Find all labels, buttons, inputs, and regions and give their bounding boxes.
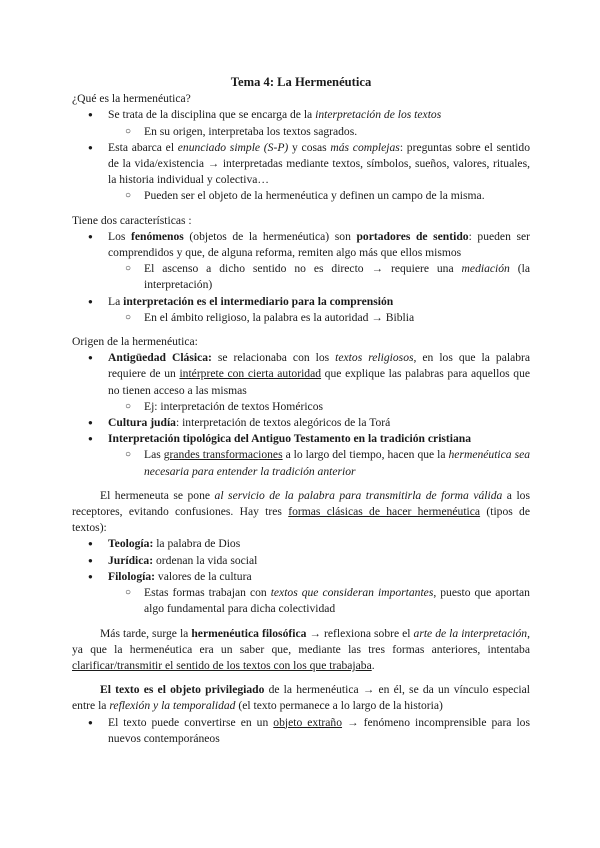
bullet-list (72, 350, 530, 480)
sub-list-item: ○ Las grandes transformaciones a lo largo del tiempo, hacen que la hermenéutica sea necesaria para entender la tradición anterior (72, 447, 530, 479)
section-definition (72, 91, 530, 204)
sub-list-item: ○ Pueden ser el objeto de la hermenéutica y definen un campo de la misma. (72, 188, 530, 204)
section-intro: Tiene dos características : (72, 213, 192, 227)
section-text-object (72, 682, 530, 747)
paragraph: El texto es el objeto privilegiado de la hermenéutica → en él, se da un vínculo especial entre la reflexión y la temporalidad (el texto permanece a lo largo de la historia) (72, 683, 530, 713)
bullet-list (72, 536, 530, 617)
section-philosophical (72, 626, 530, 675)
paragraph: El hermeneuta se pone al servicio de la palabra para transmitirla de forma válida a los receptores, evitando confusiones. Hay tres formas clásicas de hacer hermenéutica (tipos de textos): (72, 488, 530, 535)
list-item: ● Teología: la palabra de Dios (72, 536, 530, 552)
section-question: ¿Qué es la hermenéutica? (72, 92, 191, 106)
section-characteristics (72, 213, 530, 326)
sub-list-item: ○ En su origen, interpretaba los textos sagrados. (72, 124, 530, 140)
list-item: ● Interpretación tipológica del Antiguo Testamento en la tradición cristiana (72, 431, 530, 447)
sub-list-item: ○ Ej: interpretación de textos Homéricos (72, 399, 530, 415)
list-item: ● Esta abarca el enunciado simple (S-P) y cosas más complejas: preguntas sobre el sentido de la vida/existencia → interpretadas mediante textos, símbolos, sueños, valores, rituales, la historia individual y colectiva… (72, 140, 530, 189)
list-item: ● Cultura judía: interpretación de textos alegóricos de la Torá (72, 415, 530, 431)
sub-list-item: ○ En el ámbito religioso, la palabra es la autoridad → Biblia (72, 310, 530, 326)
page-title: Tema 4: La Hermenéutica (230, 75, 372, 89)
section-intro: Origen de la hermenéutica: (72, 335, 198, 349)
list-item: ● Se trata de la disciplina que se encarga de la interpretación de los textos (72, 107, 530, 123)
list-item: ● Antigüedad Clásica: se relacionaba con los textos religiosos, en los que la palabra requiere de un intérprete con cierta autoridad que explique las palabras para aquellos que no tienen acceso a las mismas (72, 350, 530, 399)
bullet-list (72, 229, 530, 326)
list-item: ● Jurídica: ordenan la vida social (72, 553, 530, 569)
list-item: ● La interpretación es el intermediario para la comprensión (72, 294, 530, 310)
paragraph: Más tarde, surge la hermenéutica filosófica → reflexiona sobre el arte de la interpretación, ya que la hermenéutica era un saber que, mediante las tres formas anteriores, intentaba clarificar/transmitir el sentido de los textos con los que trabajaba. (72, 626, 531, 672)
list-item: ● Filología: valores de la cultura (72, 569, 530, 585)
sub-list-item: ○ El ascenso a dicho sentido no es directo → requiere una mediación (la interpretación) (72, 261, 530, 293)
list-item: ● Los fenómenos (objetos de la hermenéutica) son portadores de sentido: pueden ser comprendidos y que, de alguna reforma, remiten algo más que ellos mismos (72, 229, 530, 261)
bullet-list (72, 715, 530, 747)
section-forms (72, 488, 530, 618)
bullet-list (72, 107, 530, 204)
section-origin (72, 334, 530, 480)
sub-list-item: ○ Estas formas trabajan con textos que consideran importantes, puesto que aportan algo fundamental para dicha colectividad (72, 585, 530, 617)
list-item: ● El texto puede convertirse en un objeto extraño → fenómeno incomprensible para los nuevos contemporáneos (72, 715, 530, 747)
document-page (72, 74, 530, 747)
